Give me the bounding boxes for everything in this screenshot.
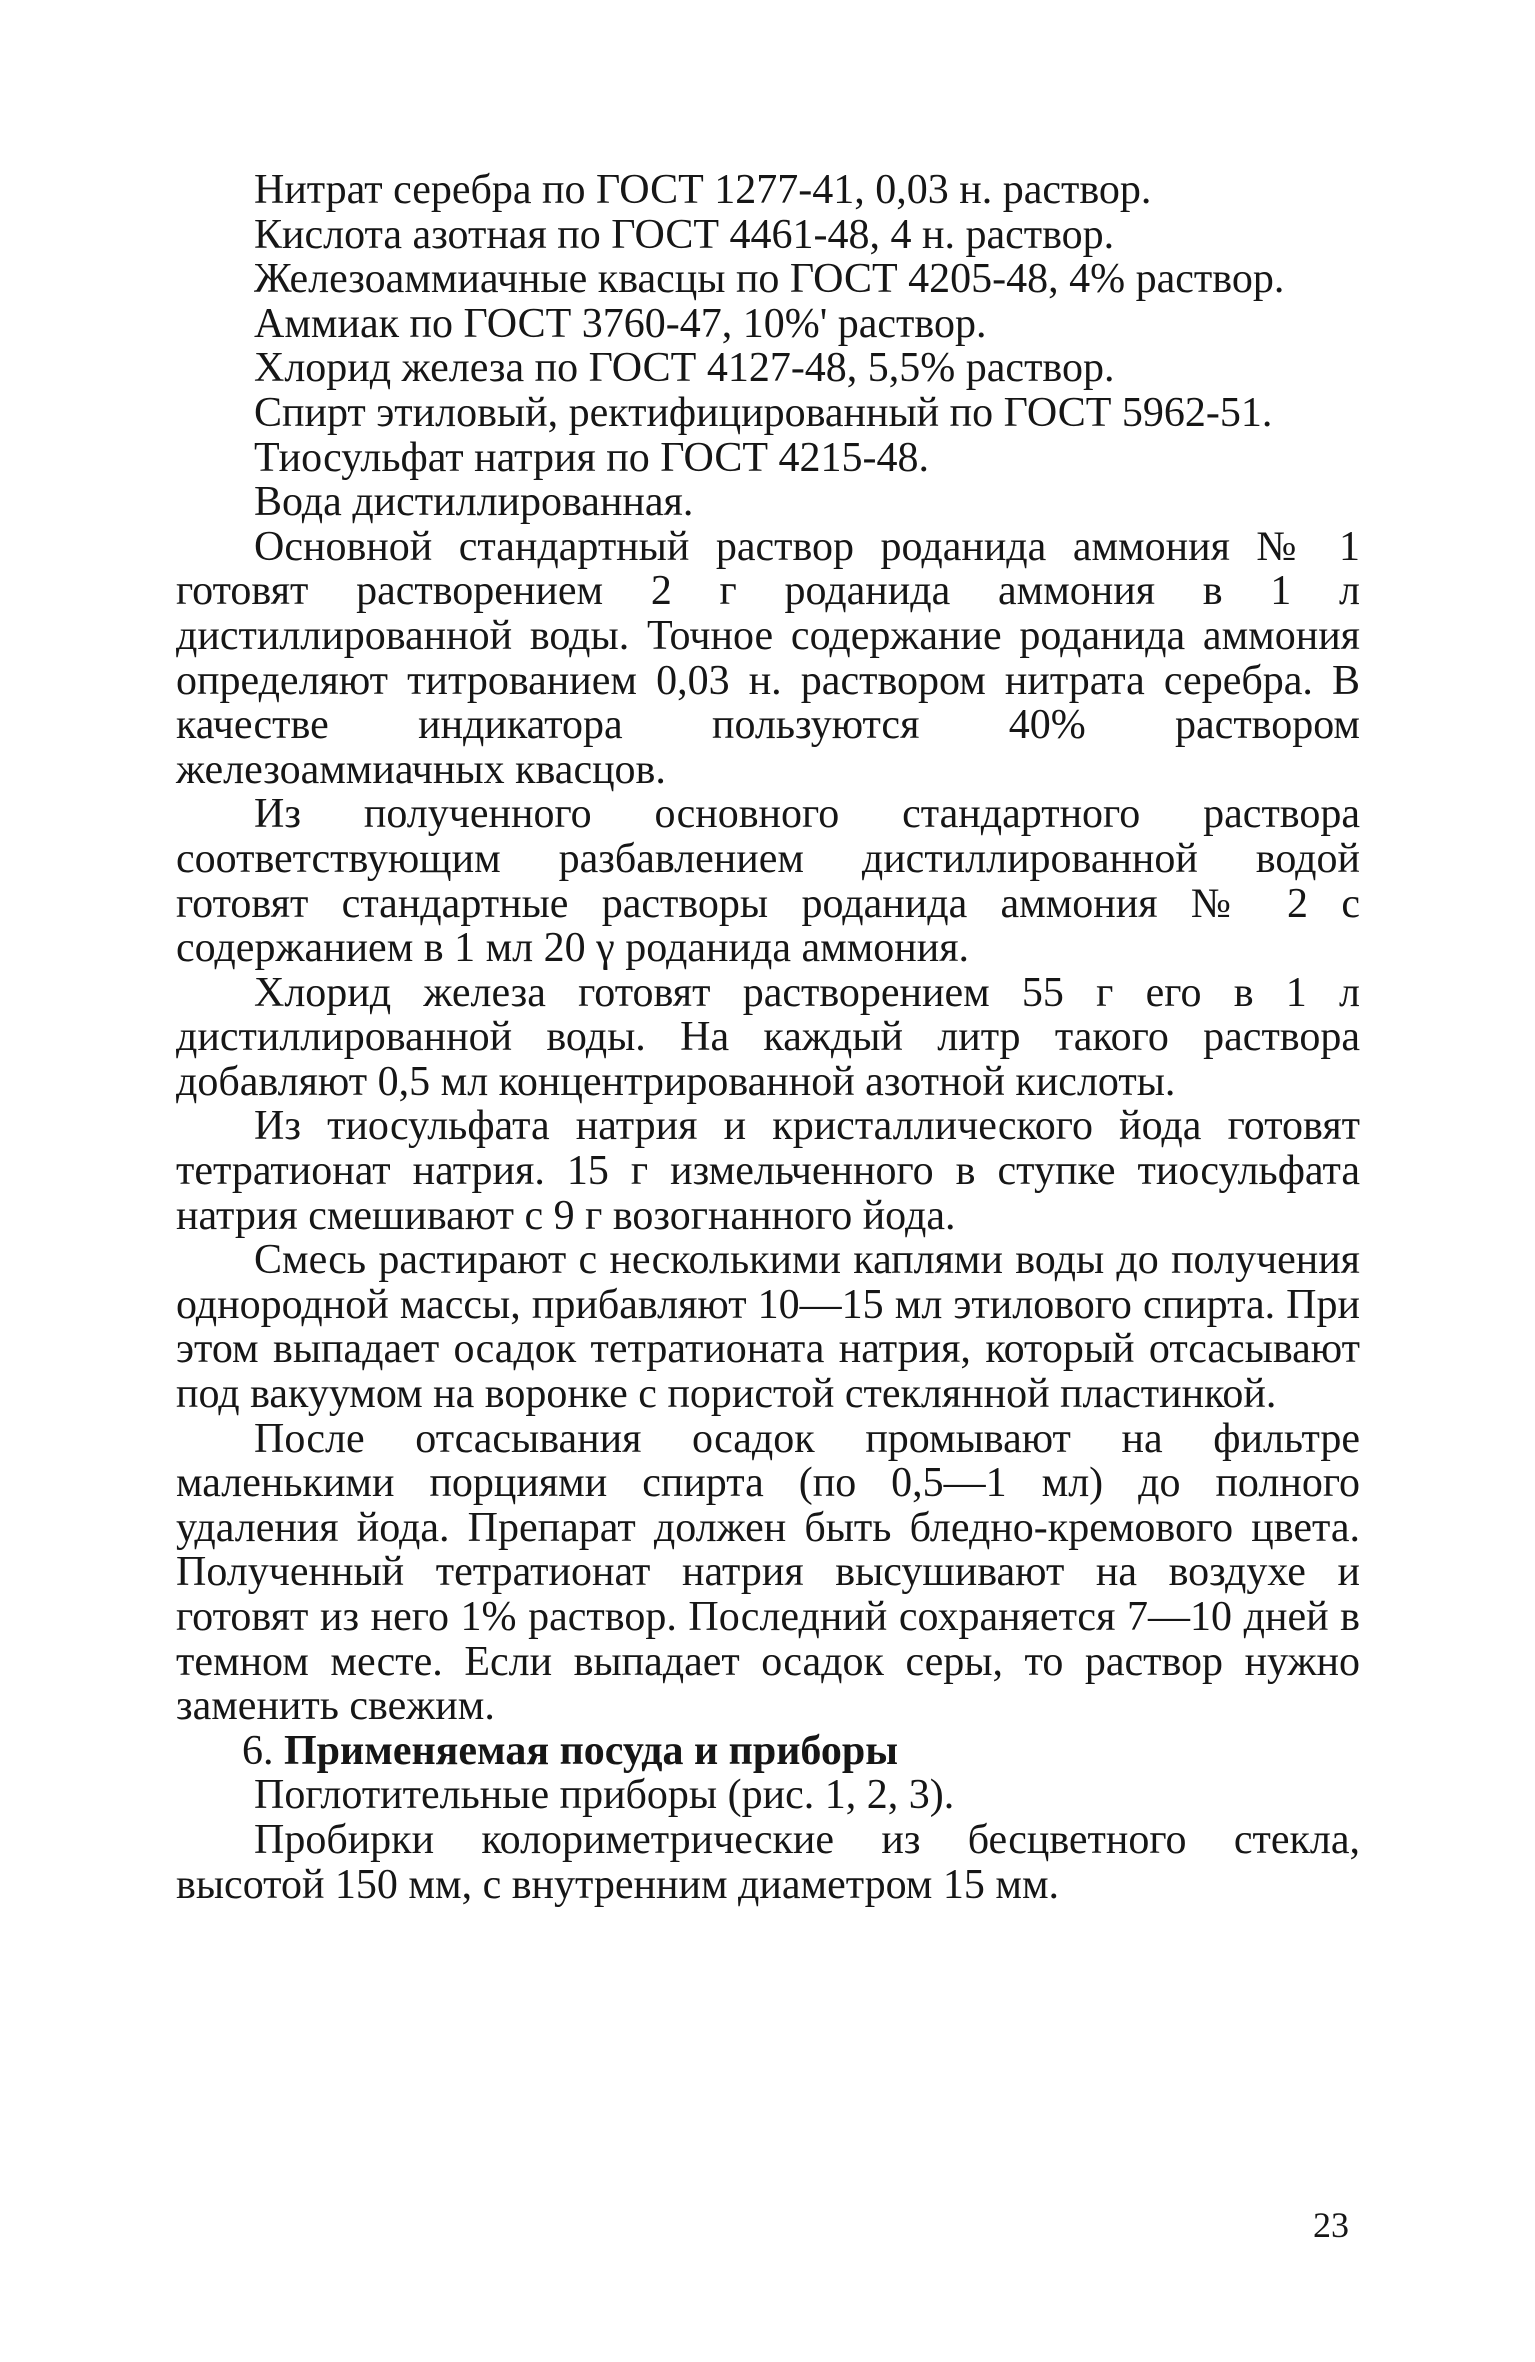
reagent-item: Тиосульфат натрия по ГОСТ 4215-48.: [254, 434, 930, 481]
body-paragraph: После отсасывания осадок промывают на фильтре маленькими порциями спирта (по 0,5—1 мл) до полного удаления йода. Препарат должен быть бледно-кремового цвета. Полученный тетратионат натрия высушивают на воздухе и готовят из него 1% раствор. Последний сохраняется 7—10 дней в темном месте. Если выпадает осадок серы, то раствор нужно заменить свежим.: [176, 1415, 1360, 1730]
reagent-item: Железоаммиачные квасцы по ГОСТ 4205-48, 4% раствор.: [254, 256, 1285, 303]
section-number: 6.: [242, 1727, 274, 1774]
body-paragraph: Из полученного основного стандартного раствора соответствующим разбавлением дистиллированной водой готовят стандартные растворы роданида аммония № 2 с содержанием в 1 мл 20 γ роданида аммония.: [176, 791, 1360, 972]
reagent-item: Аммиак по ГОСТ 3760-47, 10%' раствор.: [254, 300, 987, 347]
section-heading: [176, 1729, 1360, 1774]
body-paragraph: Основной стандартный раствор роданида аммония № 1 готовят растворением 2 г роданида аммония в 1 л дистиллированной воды. Точное содержание роданида аммония определяют титрованием 0,03 н. раствором нитрата серебра. В качестве индикатора пользуются 40% раствором железоаммиачных квасцов.: [176, 523, 1360, 793]
reagent-item: Кислота азотная по ГОСТ 4461-48, 4 н. раствор.: [254, 211, 1115, 258]
document-page: [176, 168, 1360, 1907]
body-paragraph: Смесь растирают с несколькими каплями воды до получения однородной массы, прибавляют 10—15 мл этилового спирта. При этом выпадает осадок тетратионата натрия, который отсасывают под вакуумом на воронке с пористой стеклянной пластинкой.: [176, 1237, 1360, 1418]
equipment-item: Пробирки колориметрические из бесцветного стекла, высотой 150 мм, с внутренним диаметром 15 мм.: [176, 1816, 1360, 1908]
equipment-item: Поглотительные приборы (рис. 1, 2, 3).: [254, 1772, 955, 1819]
section-title: Применяемая посуда и приборы: [284, 1727, 899, 1774]
reagent-item: Вода дистиллированная.: [254, 479, 694, 526]
reagent-item: Хлорид железа по ГОСТ 4127-48, 5,5% раствор.: [254, 345, 1115, 392]
body-paragraph: Хлорид железа готовят растворением 55 г его в 1 л дистиллированной воды. На каждый литр такого раствора добавляют 0,5 мл концентрированной азотной кислоты.: [176, 969, 1360, 1105]
reagent-item: Спирт этиловый, ректифицированный по ГОСТ 5962-51.: [254, 389, 1273, 436]
body-paragraph: Из тиосульфата натрия и кристаллического йода готовят тетратионат натрия. 15 г измельченного в ступке тиосульфата натрия смешивают с 9 г возогнанного йода.: [176, 1103, 1360, 1239]
reagent-item: Нитрат серебра по ГОСТ 1277-41, 0,03 н. раствор.: [254, 167, 1152, 213]
page-number: 23: [1313, 2205, 1349, 2245]
